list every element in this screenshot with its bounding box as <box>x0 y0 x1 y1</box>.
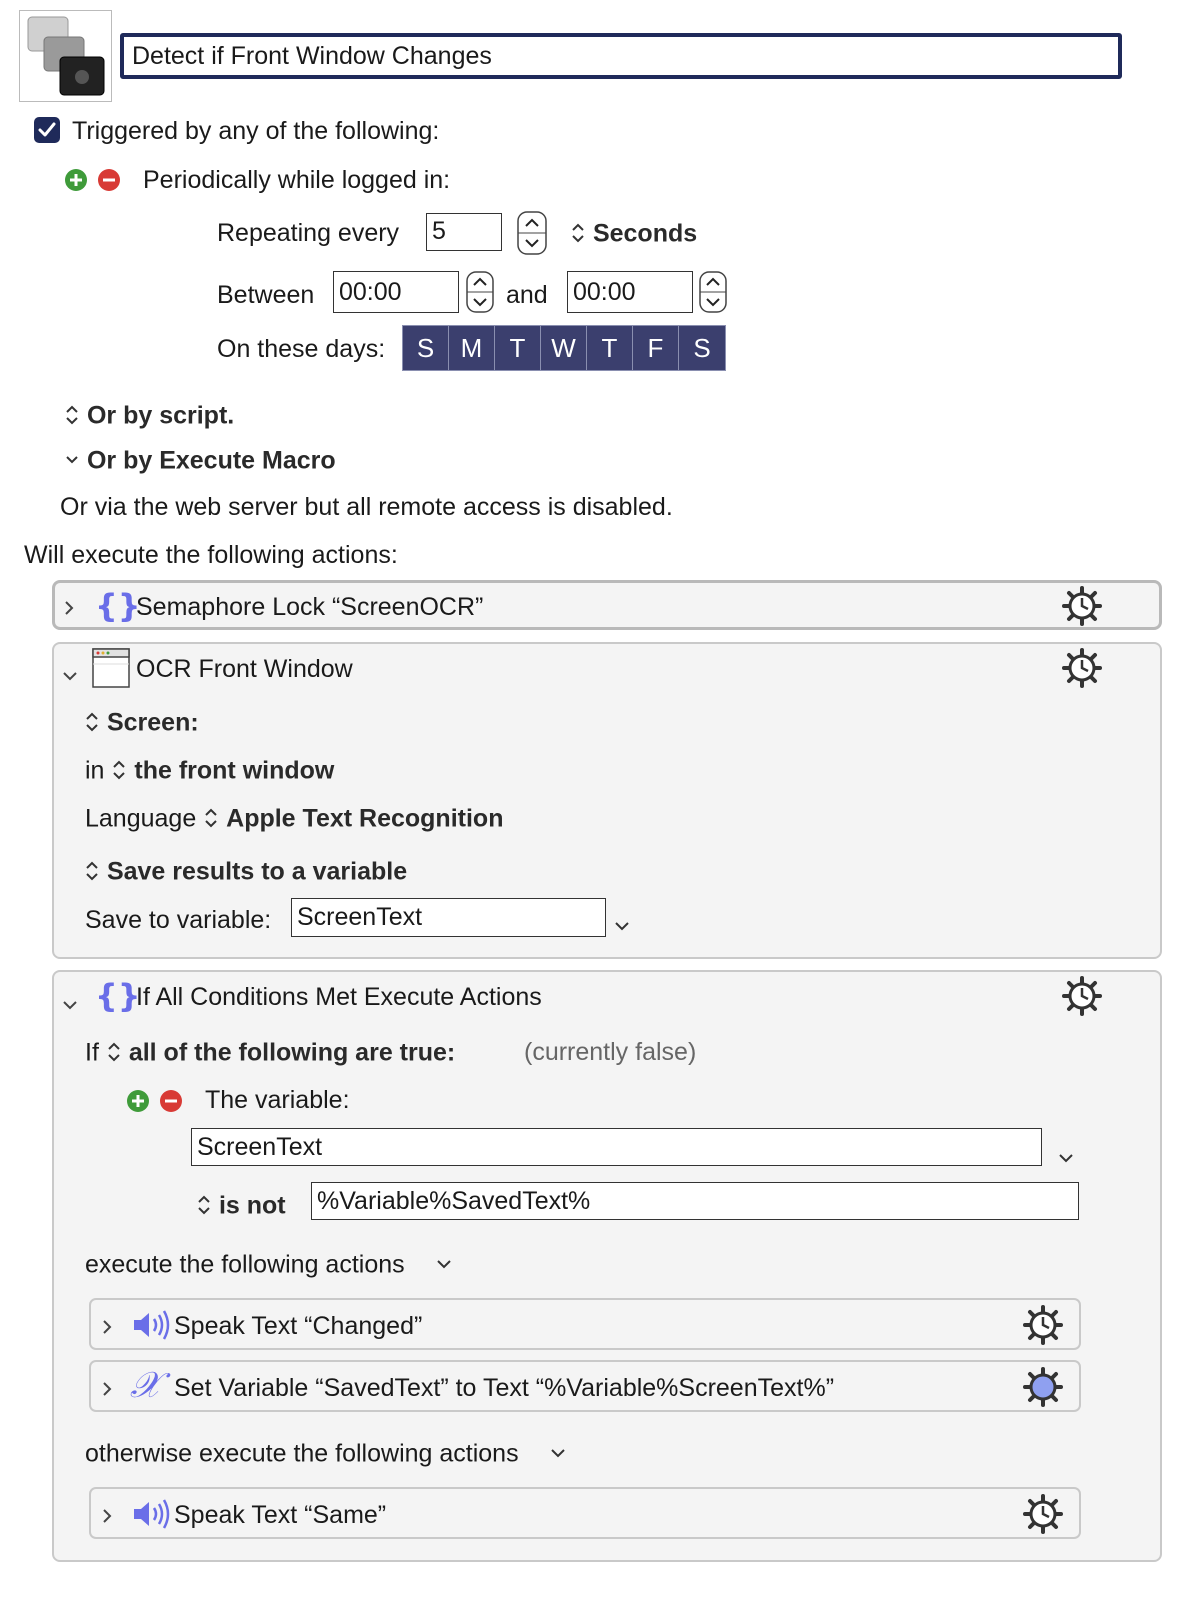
gear-icon[interactable] <box>1062 976 1102 1023</box>
day-friday[interactable]: F <box>633 326 679 370</box>
or-by-execute-macro-disclosure[interactable] <box>64 445 336 475</box>
chevron-down-icon[interactable] <box>612 911 632 940</box>
variable-label: The variable: <box>205 1086 350 1114</box>
if-row <box>85 1037 455 1067</box>
updown-chevron-icon <box>64 402 80 428</box>
compare-value-field[interactable] <box>311 1182 1079 1220</box>
speaker-icon <box>131 1497 171 1538</box>
updown-chevron-icon <box>106 1039 122 1065</box>
save-mode-value: Save results to a variable <box>106 857 408 886</box>
updown-chevron-icon <box>84 709 100 735</box>
repeat-stepper[interactable] <box>517 211 547 262</box>
and-label: and <box>506 281 548 309</box>
in-value: the front window <box>134 756 335 785</box>
language-popup[interactable] <box>203 803 503 831</box>
condition-mode-popup[interactable] <box>106 1037 455 1065</box>
or-by-script-label: Or by script. <box>86 401 235 430</box>
day-sunday[interactable]: S <box>403 326 449 370</box>
chevron-down-icon <box>548 1446 568 1460</box>
svg-text:{}: {} <box>95 587 141 625</box>
else-label: otherwise execute the following actions <box>85 1439 519 1468</box>
macro-name-text: Detect if Front Window Changes <box>132 42 492 70</box>
if-label: If <box>85 1038 99 1067</box>
repeat-value-text: 5 <box>432 217 446 245</box>
periodic-label: Periodically while logged in: <box>143 166 451 194</box>
speak-changed-title: Speak Text “Changed” <box>174 1312 423 1340</box>
gear-icon[interactable] <box>1062 648 1102 695</box>
save-to-label: Save to variable: <box>85 906 272 934</box>
remove-trigger-icon[interactable] <box>97 168 121 199</box>
triggered-checkbox[interactable] <box>34 117 60 143</box>
chevron-down-icon <box>434 1257 454 1271</box>
speak-same-title: Speak Text “Same” <box>174 1501 387 1529</box>
condition-variable-field[interactable] <box>191 1128 1042 1166</box>
chevron-down-icon[interactable] <box>60 661 80 690</box>
window-icon <box>92 648 130 695</box>
language-value: Apple Text Recognition <box>226 804 504 833</box>
gear-icon[interactable] <box>1062 586 1102 633</box>
compare-value-text: %Variable%SavedText% <box>317 1187 591 1215</box>
chevron-right-icon[interactable] <box>100 1377 114 1406</box>
updown-chevron-icon <box>196 1192 212 1218</box>
days-selector <box>402 325 726 371</box>
unit-value: Seconds <box>592 219 698 248</box>
chevron-down-icon <box>64 447 80 473</box>
ocr-title: OCR Front Window <box>136 655 353 683</box>
speaker-icon <box>131 1308 171 1349</box>
end-time-text: 00:00 <box>573 278 636 306</box>
macro-icon[interactable] <box>19 10 112 102</box>
screen-popup[interactable] <box>84 707 199 737</box>
in-label: in <box>85 756 105 785</box>
chevron-right-icon[interactable] <box>62 596 76 625</box>
variable-x-icon <box>130 1366 172 1411</box>
chevron-down-icon[interactable] <box>1056 1143 1076 1172</box>
then-actions-header[interactable] <box>85 1249 454 1279</box>
day-thursday[interactable]: T <box>587 326 633 370</box>
end-time-stepper[interactable] <box>699 271 727 320</box>
end-time-field[interactable] <box>567 271 693 313</box>
operator-popup[interactable] <box>196 1190 286 1220</box>
or-by-execute-macro-label: Or by Execute Macro <box>86 446 336 475</box>
svg-text:𝒳: 𝒳 <box>130 1365 161 1406</box>
then-label: execute the following actions <box>85 1250 405 1279</box>
condition-status: (currently false) <box>524 1038 697 1066</box>
language-label: Language <box>85 804 197 833</box>
triggered-label: Triggered by any of the following: <box>72 117 440 145</box>
macro-name-field[interactable] <box>120 33 1122 79</box>
updown-chevron-icon <box>111 757 127 783</box>
save-mode-popup[interactable] <box>84 856 407 886</box>
operator-value: is not <box>218 1191 286 1220</box>
remove-condition-icon[interactable] <box>159 1089 183 1120</box>
chevron-right-icon[interactable] <box>100 1315 114 1344</box>
repeat-value-field[interactable] <box>426 213 502 251</box>
in-row <box>85 755 334 785</box>
start-time-text: 00:00 <box>339 278 402 306</box>
or-by-script-disclosure[interactable] <box>64 400 234 430</box>
day-tuesday[interactable]: T <box>495 326 541 370</box>
day-saturday[interactable]: S <box>693 333 711 363</box>
day-monday[interactable]: M <box>449 326 495 370</box>
start-time-field[interactable] <box>333 271 459 313</box>
language-row <box>85 803 503 833</box>
gear-icon[interactable] <box>1023 1494 1063 1541</box>
set-variable-title: Set Variable “SavedText” to Text “%Variable%ScreenText%” <box>174 1374 835 1402</box>
days-label: On these days: <box>217 335 386 363</box>
updown-chevron-icon <box>84 858 100 884</box>
if-title: If All Conditions Met Execute Actions <box>136 983 542 1011</box>
actions-label: Will execute the following actions: <box>24 541 398 569</box>
condition-mode-value: all of the following are true: <box>128 1038 456 1067</box>
save-to-variable-field[interactable] <box>291 898 606 937</box>
web-server-note: Or via the web server but all remote access is disabled. <box>60 493 673 521</box>
gear-icon[interactable] <box>1023 1367 1063 1414</box>
repeating-label: Repeating every <box>217 219 400 247</box>
updown-chevron-icon <box>570 220 586 246</box>
day-wednesday[interactable]: W <box>541 326 587 370</box>
braces-icon <box>94 977 141 1021</box>
svg-text:{}: {} <box>95 977 141 1015</box>
else-actions-header[interactable] <box>85 1438 568 1468</box>
in-popup[interactable] <box>111 755 334 783</box>
gear-icon[interactable] <box>1023 1305 1063 1352</box>
add-trigger-icon[interactable] <box>64 168 88 199</box>
chevron-right-icon[interactable] <box>100 1504 114 1533</box>
between-label: Between <box>217 281 315 309</box>
add-condition-icon[interactable] <box>126 1089 150 1120</box>
start-time-stepper[interactable] <box>466 271 494 320</box>
screen-label: Screen: <box>106 708 199 737</box>
condition-variable-text: ScreenText <box>197 1133 323 1161</box>
semaphore-title: Semaphore Lock “ScreenOCR” <box>136 593 484 621</box>
updown-chevron-icon <box>203 805 219 831</box>
save-to-variable-text: ScreenText <box>297 903 423 931</box>
braces-icon <box>94 587 141 631</box>
chevron-down-icon[interactable] <box>60 990 80 1019</box>
unit-popup[interactable] <box>570 218 697 248</box>
